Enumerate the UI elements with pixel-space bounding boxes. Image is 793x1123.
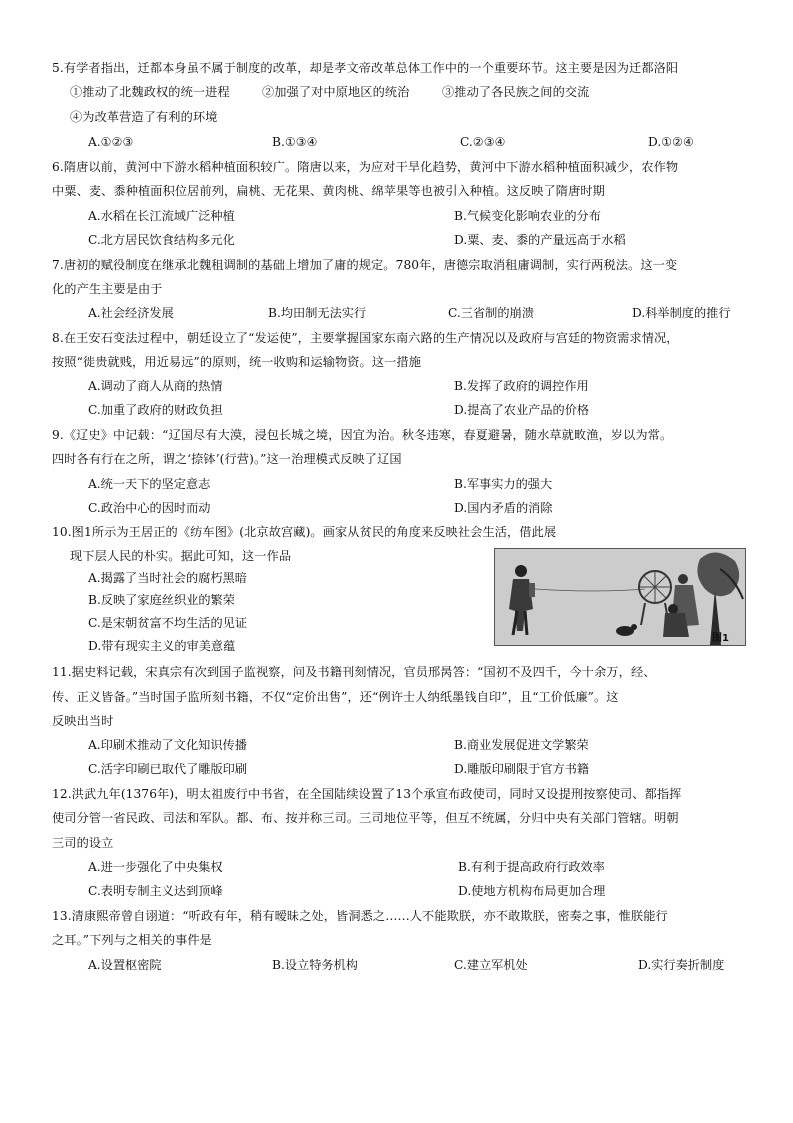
q8-option-b[interactable]: B.发挥了政府的调控作用 (454, 379, 589, 393)
q9-option-c[interactable]: C.政治中心的因时而动 (88, 501, 211, 515)
q6-option-d[interactable]: D.粟、麦、黍的产量远高于水稻 (454, 233, 626, 247)
q9-option-d[interactable]: D.国内矛盾的消除 (454, 501, 553, 515)
q5-item-1: ①推动了北魏政权的统一进程 (70, 85, 230, 99)
q12-option-b[interactable]: B.有利于提高政府行政效率 (458, 860, 605, 874)
painting-image (495, 549, 745, 645)
q10-option-d[interactable]: D.带有现实主义的审美意蕴 (88, 639, 236, 653)
q11-option-d[interactable]: D.雕版印刷限于官方书籍 (454, 762, 590, 776)
q8-option-c[interactable]: C.加重了政府的财政负担 (88, 403, 223, 417)
q8-stem-line1: 8.在王安石变法过程中，朝廷设立了“发运使”，主要掌握国家东南六路的生产情况以及政府与宫廷的物资需求情况， (52, 331, 679, 345)
q13-option-c[interactable]: C.建立军机处 (454, 958, 528, 972)
q10-option-b[interactable]: B.反映了家庭丝织业的繁荣 (88, 593, 235, 607)
q7-option-a[interactable]: A.社会经济发展 (88, 306, 174, 320)
q12-stem-line1: 12.洪武九年(1376年)，明太祖废行中书省，在全国陆续设置了13个承宣布政使司，同时又设提刑按察使司、都指挥 (52, 787, 682, 801)
q5-option-d[interactable]: D.①②④ (648, 135, 694, 149)
q5-option-c[interactable]: C.②③④ (460, 135, 506, 149)
q12-option-d[interactable]: D.使地方机构布局更加合理 (458, 884, 606, 898)
q12-option-c[interactable]: C.表明专制主义达到顶峰 (88, 884, 223, 898)
q9-stem-line1: 9.《辽史》中记载：“辽国尽有大漠，浸包长城之境，因宜为治。秋冬违寒，春夏避暑，随水草就畋渔，岁以为常。 (52, 428, 673, 442)
q5-item-4: ④为改革营造了有利的环境 (70, 110, 218, 124)
q5-item-3: ③推动了各民族之间的交流 (442, 85, 590, 99)
q13-option-a[interactable]: A.设置枢密院 (88, 958, 162, 972)
q5-option-b[interactable]: B.①③④ (272, 135, 318, 149)
q6-stem-line1: 6.隋唐以前，黄河中下游水稻种植面积较广。隋唐以来，为应对干旱化趋势，黄河中下游水稻种植面积减少，农作物 (52, 160, 679, 174)
q5-item-2: ②加强了对中原地区的统治 (262, 85, 410, 99)
q6-option-b[interactable]: B.气候变化影响农业的分布 (454, 209, 601, 223)
q11-option-a[interactable]: A.印刷术推动了文化知识传播 (88, 738, 247, 752)
q7-stem-line1: 7.唐初的赋役制度在继承北魏租调制的基础上增加了庸的规定。780年，唐德宗取消租庸调制，实行两税法。这一变 (52, 258, 678, 272)
q8-stem-line2: 按照“徙贵就贱，用近易远”的原则，统一收购和运输物资。这一措施 (52, 355, 421, 369)
q7-option-b[interactable]: B.均田制无法实行 (268, 306, 367, 320)
q10-option-c[interactable]: C.是宋朝贫富不均生活的见证 (88, 616, 248, 630)
q12-stem-line3: 三司的设立 (52, 836, 114, 850)
q11-stem-line1: 11.据史料记载，宋真宗有次到国子监视察，问及书籍刊刻情况，官员邢昺答：“国初不及四千，今十余万，经、 (52, 665, 656, 679)
q7-stem-line2: 化的产生主要是由于 (52, 282, 163, 296)
q13-stem-line1: 13.清康熙帝曾自诩道：“听政有年，稍有暧昧之处，皆洞悉之……人不能欺朕，亦不敢欺朕，密奏之事，惟朕能行 (52, 909, 668, 923)
q8-option-a[interactable]: A.调动了商人从商的热情 (88, 379, 223, 393)
q9-stem-line2: 四时各有行在之所，谓之‘捺钵’(行营)。”这一治理模式反映了辽国 (52, 452, 402, 466)
q6-option-a[interactable]: A.水稻在长江流域广泛种植 (88, 209, 235, 223)
q5-stem-line1: 5.有学者指出，迁都本身虽不属于制度的改革，却是孝文帝改革总体工作中的一个重要环节。这主要是因为迁都洛阳 (52, 61, 679, 75)
q11-stem-line2: 传、正义皆备。”当时国子监所刻书籍，不仅“定价出售”，还“例许士人纳纸墨钱自印”，且“工价低廉”。这 (52, 690, 619, 704)
q10-stem-line1: 10.图1所示为王居正的《纺车图》(北京故宫藏)。画家从贫民的角度来反映社会生活，借此展 (52, 525, 557, 539)
q10-option-a[interactable]: A.揭露了当时社会的腐朽黑暗 (88, 571, 247, 585)
q6-stem-line2: 中粟、麦、黍种植面积位居前列，扁桃、无花果、黄肉桃、绵苹果等也被引入种植。这反映了隋唐时期 (52, 184, 605, 198)
q9-option-b[interactable]: B.军事实力的强大 (454, 477, 553, 491)
q12-stem-line2: 使司分管一省民政、司法和军队。都、布、按并称三司。三司地位平等，但互不统属，分归中央有关部门管辖。明朝 (52, 811, 679, 825)
spinning-wheel-painting-figure (494, 548, 746, 646)
q13-stem-line2: 之耳。”下列与之相关的事件是 (52, 933, 212, 947)
q9-option-a[interactable]: A.统一天下的坚定意志 (88, 477, 211, 491)
q13-option-d[interactable]: D.实行奏折制度 (638, 958, 725, 972)
q5-option-a[interactable]: A.①②③ (88, 135, 134, 149)
q8-option-d[interactable]: D.提高了农业产品的价格 (454, 403, 590, 417)
q12-option-a[interactable]: A.进一步强化了中央集权 (88, 860, 223, 874)
q11-option-c[interactable]: C.活字印刷已取代了雕版印刷 (88, 762, 248, 776)
q11-option-b[interactable]: B.商业发展促进文学繁荣 (454, 738, 589, 752)
q11-stem-line3: 反映出当时 (52, 714, 114, 728)
q13-option-b[interactable]: B.设立特务机构 (272, 958, 358, 972)
q7-option-d[interactable]: D.科举制度的推行 (632, 306, 731, 320)
q10-stem-line2: 现下层人民的朴实。据此可知，这一作品 (70, 549, 292, 563)
figure-caption: 图1 (712, 633, 729, 644)
q7-option-c[interactable]: C.三省制的崩溃 (448, 306, 534, 320)
q6-option-c[interactable]: C.北方居民饮食结构多元化 (88, 233, 235, 247)
